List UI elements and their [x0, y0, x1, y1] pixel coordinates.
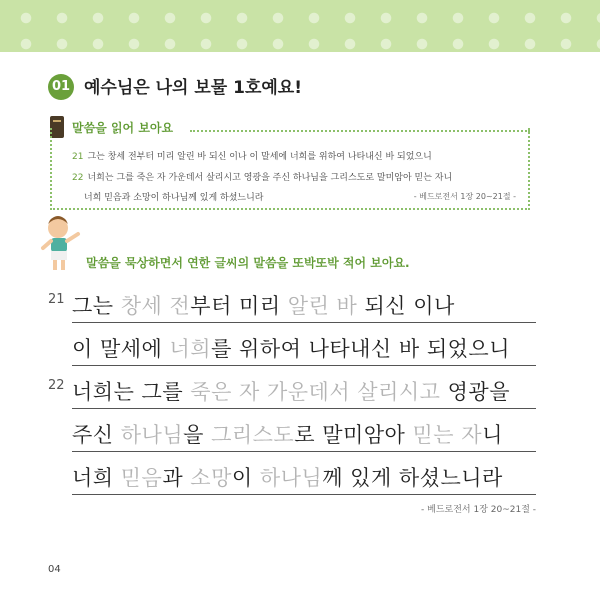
page-number: 04: [48, 564, 61, 575]
printed-text: 께 있게 하셨느니라: [322, 466, 503, 490]
copy-line: [72, 462, 536, 495]
printed-text: 을: [183, 423, 212, 447]
copy-line: [72, 290, 536, 323]
verse-number: 21: [72, 152, 84, 162]
printed-text: 그는: [72, 294, 121, 318]
trace-text: 하나님: [259, 466, 323, 490]
printed-text: 이: [231, 466, 260, 490]
trace-text: 죽은 자 가운데서 살리시고: [190, 380, 441, 404]
trace-text: 창세 전: [120, 294, 191, 318]
copy-verse-number: 22: [48, 378, 65, 393]
printed-text: 이 말세에: [72, 337, 170, 361]
reading-label: 말씀을 읽어 보아요: [72, 121, 174, 135]
verse-text: 너희는 그를 죽은 자 가운데서 살리시고 영광을 주신 하나님을 그리스도로 말미암아 믿는 자니: [87, 173, 453, 183]
printed-text: 너희는 그를: [72, 380, 191, 404]
trace-text: 믿는 자: [412, 423, 483, 447]
reading-verse: [72, 170, 452, 183]
reading-verse: [84, 190, 264, 203]
child-illustration-icon: [38, 214, 84, 274]
trace-text: 그리스도: [211, 423, 295, 447]
verse-number: 22: [72, 173, 84, 183]
printed-text: 과: [162, 466, 191, 490]
section-number-badge: 01: [48, 74, 74, 100]
copy-line: [72, 333, 536, 366]
copy-verse-number: 21: [48, 292, 65, 307]
printed-text: 주신: [72, 423, 121, 447]
trace-text: 알린 바: [287, 294, 358, 318]
printed-text: 니: [482, 423, 503, 447]
trace-text: 믿음: [120, 466, 163, 490]
reading-verse: [72, 149, 432, 162]
decorative-top-band: [0, 0, 600, 52]
verse-text: 너희 믿음과 소망이 하나님께 있게 하셨느니라: [84, 193, 264, 203]
trace-text: 하나님: [120, 423, 184, 447]
printed-text: 로 말미암아: [294, 423, 413, 447]
trace-text: 소망: [190, 466, 232, 490]
section-title: 예수님은 나의 보물 1호예요!: [84, 78, 302, 98]
instruction-text: 말씀을 묵상하면서 연한 글씨의 말씀을 또박또박 적어 보아요.: [86, 256, 410, 270]
printed-text: 부터 미리: [190, 294, 288, 318]
copy-line: [72, 419, 536, 452]
printed-text: 를 위하여 나타내신 바 되었으니: [211, 337, 510, 361]
reading-reference: - 베드로전서 1장 20~21절 -: [413, 192, 516, 201]
printed-text: 영광을: [440, 380, 510, 404]
printed-text: 너희: [72, 466, 121, 490]
copy-reference: - 베드로전서 1장 20~21절 -: [421, 505, 536, 515]
copy-line: [72, 376, 536, 409]
trace-text: 너희: [169, 337, 212, 361]
verse-text: 그는 창세 전부터 미리 알린 바 되신 이나 이 말세에 너희를 위하여 나타내신 바 되었으니: [87, 152, 432, 162]
printed-text: 되신 이나: [357, 294, 455, 318]
